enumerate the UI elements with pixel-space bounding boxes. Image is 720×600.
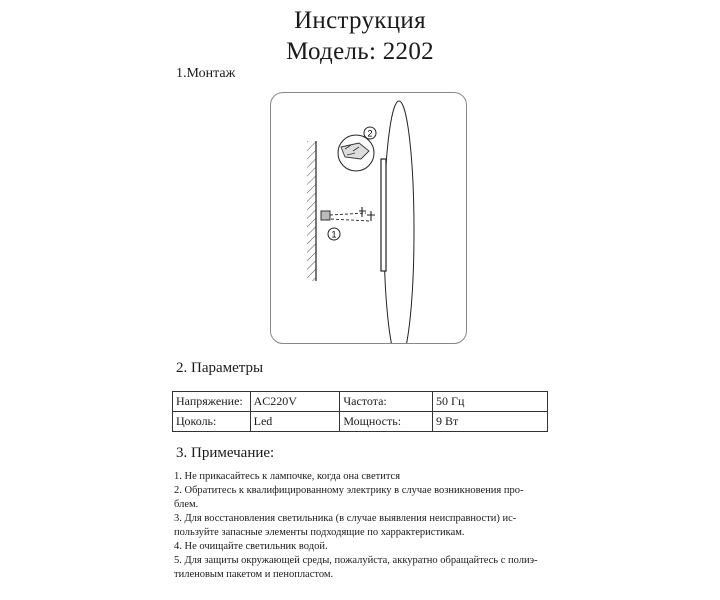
parameters-table xyxy=(172,391,548,432)
table-cell: 50 Гц xyxy=(433,392,548,412)
note-line: тиленовым пакетом и пенопластом. xyxy=(174,569,334,580)
screw-1 xyxy=(359,207,366,217)
section-mounting-heading: 1.Монтаж xyxy=(176,66,236,81)
table-cell: 9 Вт xyxy=(433,412,548,432)
table-row xyxy=(173,412,548,432)
section-notes-heading: 3. Примечание: xyxy=(176,445,275,461)
table-cell: Частота: xyxy=(340,392,433,412)
table-cell: Цоколь: xyxy=(173,412,251,432)
screw-2 xyxy=(367,211,375,221)
note-line: 4. Не очищайте светильник водой. xyxy=(174,541,328,552)
mounting-diagram xyxy=(270,92,467,344)
mounting-illustration xyxy=(271,93,466,343)
section-parameters-heading: 2. Параметры xyxy=(176,360,264,376)
note-line: пользуйте запасные элементы подходящие по харрактеристикам. xyxy=(174,527,465,538)
mounting-plate xyxy=(381,159,386,271)
notes-list xyxy=(174,470,554,582)
screw-guide-line-2 xyxy=(331,219,369,221)
table-cell: AC220V xyxy=(250,392,340,412)
lamp-disc xyxy=(384,101,414,343)
table-cell: Напряжение: xyxy=(173,392,251,412)
table-cell: Мощность: xyxy=(340,412,433,432)
note-line: 2. Обратитесь к квалифицированному электрику в случае возникновения про- xyxy=(174,485,524,496)
model-title: Модель: 2202 xyxy=(286,38,434,65)
step-1-label: 1 xyxy=(331,229,337,240)
note-line: блем. xyxy=(174,499,199,510)
note-line: 3. Для восстановления светильника (в случае выявления неисправности) ис- xyxy=(174,513,517,524)
wall-dowel xyxy=(321,211,330,220)
wall-hatch xyxy=(307,141,316,281)
document-title: Инструкция xyxy=(294,7,426,34)
table-cell: Led xyxy=(250,412,340,432)
table-row xyxy=(173,392,548,412)
step-2-label: 2 xyxy=(367,128,373,139)
note-line: 5. Для защиты окружающей среды, пожалуйста, аккуратно обращайтесь с полиэ- xyxy=(174,555,538,566)
screw-guide-line xyxy=(330,213,366,215)
note-line: 1. Не прикасайтесь к лампочке, когда она светится xyxy=(174,471,401,482)
